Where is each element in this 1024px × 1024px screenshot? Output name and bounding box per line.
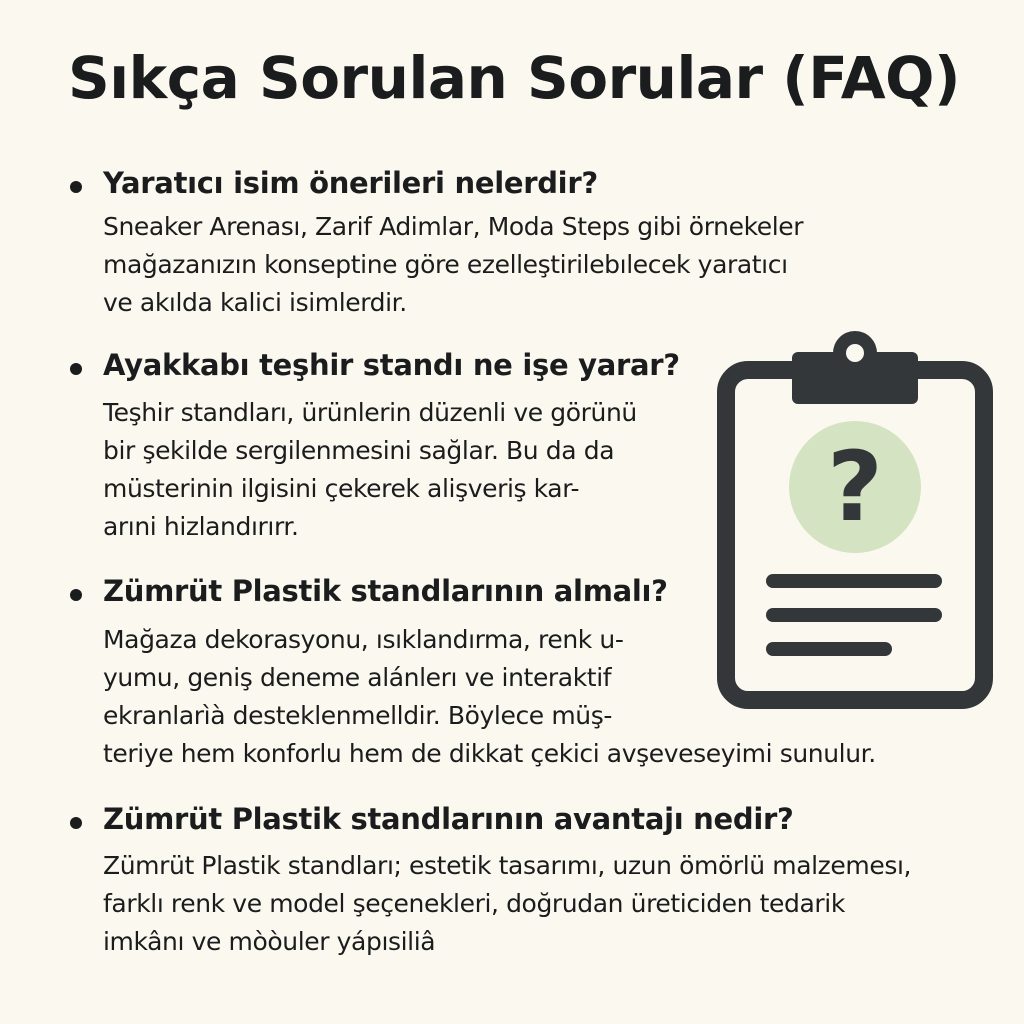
faq-answer-line: Teşhir standları, ürünlerin düzenli ve görünü (103, 398, 637, 427)
faq-answer-line: mağazanızın konseptine göre ezelleştirilebılecek yaratıcı (103, 250, 788, 279)
faq-answer (103, 394, 637, 546)
faq-question: Zümrüt Plastik standlarının almalı? (103, 574, 668, 608)
faq-answer-line: Sneaker Arenası, Zarif Adimlar, Moda Steps gibi örnekeler (103, 212, 804, 241)
faq-question: Ayakkabı teşhir standı ne işe yarar? (103, 348, 680, 382)
clipboard-line (766, 642, 892, 656)
faq-answer (103, 847, 911, 961)
bullet-icon (70, 363, 82, 375)
faq-answer-line: teriye hem konforlu hem de dikkat çekici avşeveseyimi sunulur. (103, 739, 876, 768)
bullet-icon (70, 589, 82, 601)
faq-answer (103, 208, 803, 322)
clipboard-clip-hole (846, 344, 864, 362)
faq-question: Yaratıcı isim önerileri nelerdir? (103, 166, 598, 200)
faq-answer-line: farklı renk ve model şeçenekleri, doğrudan üreticiden tedarik (103, 889, 845, 918)
faq-answer-line: imkânı ve mòòuler yápısiliâ (103, 927, 436, 956)
faq-question: Zümrüt Plastik standlarının avantajı nedir? (103, 802, 794, 836)
clipboard-line (766, 574, 942, 588)
page-title: Sıkça Sorulan Sorular (FAQ) (68, 44, 960, 112)
faq-answer-line: Zümrüt Plastik standları; estetik tasarımı, uzun ömörlü malzemesı, (103, 851, 912, 880)
question-mark-icon: ? (827, 431, 883, 543)
faq-answer-line: Mağaza dekorasyonu, ısıklandırma, renk u- (103, 625, 624, 654)
clipboard-line (766, 608, 942, 622)
clipboard-question-icon (714, 322, 996, 712)
faq-answer-line: ekranlarìà desteklenmelldir. Böylece müş- (103, 701, 612, 730)
faq-answer-line: arıni hizlandırırr. (103, 512, 299, 541)
faq-answer-line: yumu, geniş deneme alánlerı ve interaktif (103, 663, 612, 692)
bullet-icon (70, 817, 82, 829)
faq-answer-line: müsterinin ilgisini çekerek alişveriş kar- (103, 474, 580, 503)
bullet-icon (70, 181, 82, 193)
faq-answer-line: bir şekilde sergilenmesini sağlar. Bu da da (103, 436, 615, 465)
faq-answer-line: ve akılda kalici isimlerdir. (103, 288, 407, 317)
